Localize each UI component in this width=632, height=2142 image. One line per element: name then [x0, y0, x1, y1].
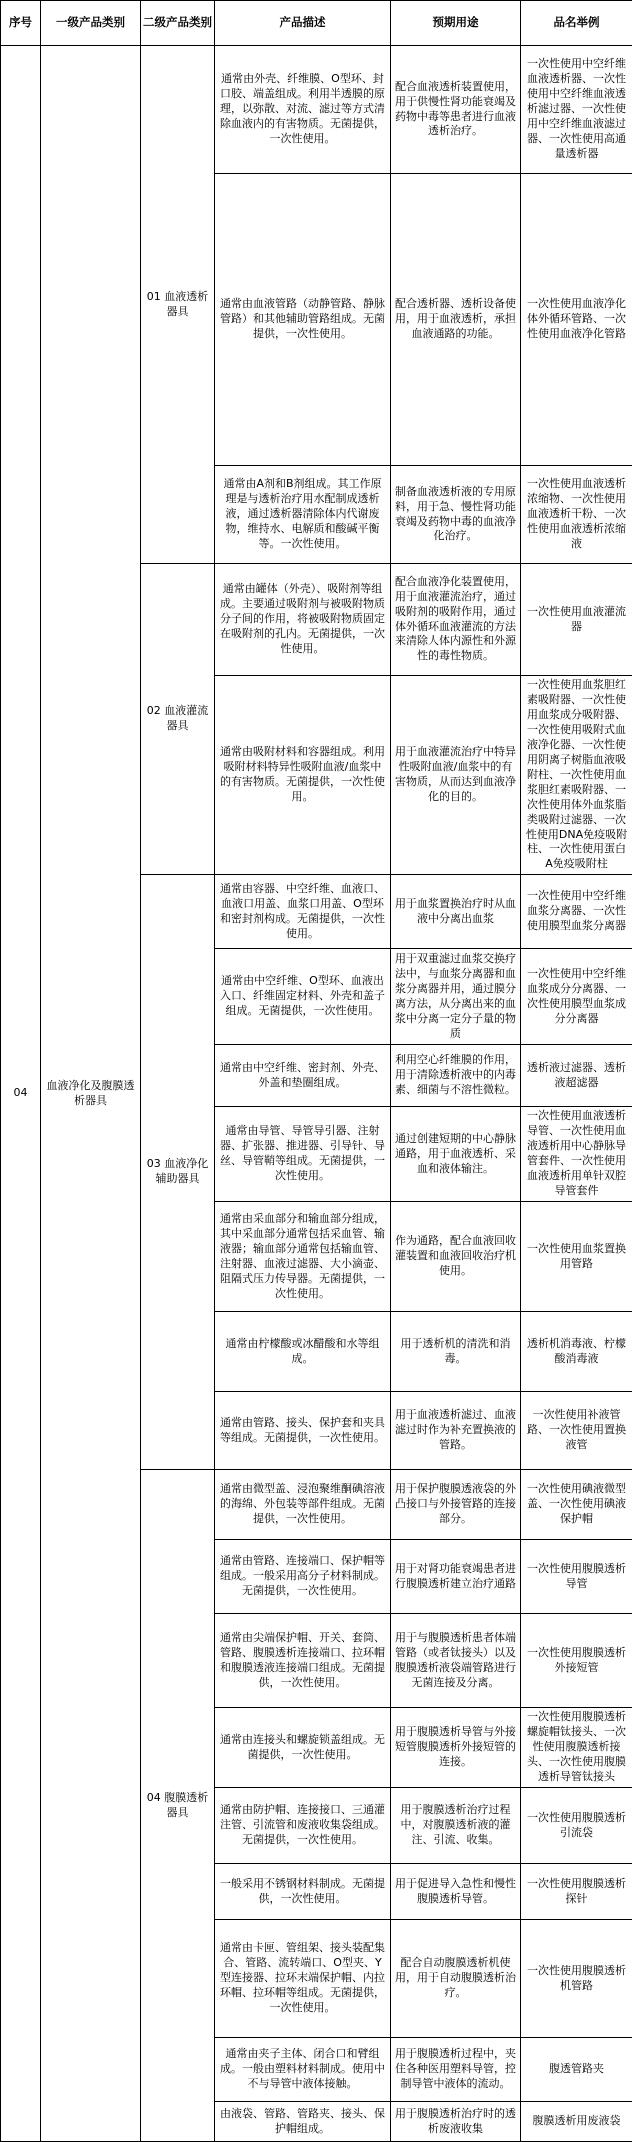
product-description: 通常由夹子主体、闭合口和臂组成。一般由塑料材料制成。使用中不与导管中液体接触。 [215, 2038, 391, 2102]
product-description: 通常由微型盖、浸泡聚维酮碘溶液的海绵、外包装等部件组成。无菌提供，一次性使用。 [215, 1470, 391, 1540]
intended-use: 用于血液透析滤过、血液滤过时作为补充置换液的管路。 [391, 1392, 521, 1470]
product-description: 通常由卡匣、管组架、接头装配集合、管路、流转端口、O型夹、Y型连接器、拉环末端保护帽、内拉环帽、拉环帽等组成。无菌提供，一次性使用。 [215, 1920, 391, 2038]
product-examples: 一次性使用腹膜透析探针 [521, 1864, 632, 1920]
product-description: 通常由容器、中空纤维、血液口、血液口用盖、血浆口用盖、O型环和密封剂构成。无菌提供，一次性使用。 [215, 875, 391, 949]
header-examples: 品名举例 [521, 1, 632, 46]
level1-category: 血液净化及腹膜透析器具 [41, 46, 141, 2142]
product-description: 由液袋、管路、管路夹、接头、保护帽组成。 [215, 2102, 391, 2142]
intended-use: 用于腹膜透析治疗过程中，对腹膜透析液的灌注、引流、收集。 [391, 1788, 521, 1864]
product-description: 通常由采血部分和输血部分组成，其中采血部分通常包括采血管、输液器；输血部分通常包括输血管、注射器、血液过滤器、大小滴壶、阻隔式压力传导器。无菌提供，一次性使用。 [215, 1202, 391, 1312]
serial-number: 04 [1, 46, 41, 2142]
intended-use: 用于双重滤过血浆交换疗法中，与血浆分离器和血浆分离器并用，通过膜分离方法，从分离出来的血浆中分离一定分子量的物质 [391, 949, 521, 1045]
product-examples: 一次性使用血液灌流器 [521, 564, 632, 676]
intended-use: 用于促进导入急性和慢性腹膜透析导管。 [391, 1864, 521, 1920]
intended-use: 用于保护腹膜透液袋的外凸接口与外接管路的连接部分。 [391, 1470, 521, 1540]
intended-use: 配合透析器、透析设备使用，用于血液透析，承担血液通路的功能。 [391, 174, 521, 466]
intended-use: 配合血液净化装置使用，用于血液灌流治疗，通过吸附剂的吸附作用，通过体外循环血液灌流的方法来清除人体内源性和外源性的毒性物质。 [391, 564, 521, 676]
product-description: 通常由导管、导管导引器、注射器、扩张器、推进器、引导针、导丝、导管鞘等组成。无菌提供，一次性使用。 [215, 1107, 391, 1202]
intended-use: 配合自动腹膜透析机使用，用于自动腹膜透析治疗。 [391, 1920, 521, 2038]
header-desc: 产品描述 [215, 1, 391, 46]
product-examples: 腹透管路夹 [521, 2038, 632, 2102]
product-description: 通常由外壳、纤维膜、O型环、封口胶、端盖组成。利用半透膜的原理，以弥散、对流、滤过等方式清除血液内的有害物质。无菌提供，一次性使用。 [215, 46, 391, 174]
product-examples: 一次性使用血液净化体外循环管路、一次性使用血液净化管路 [521, 174, 632, 466]
product-examples: 一次性使用中空纤维血液透析器、一次性使用中空纤维血液透析滤过器、一次性使用中空纤维血液滤过器、一次性使用高通量透析器 [521, 46, 632, 174]
intended-use: 通过创建短期的中心静脉通路，用于血液透析、采血和液体输注。 [391, 1107, 521, 1202]
product-description: 通常由A剂和B剂组成。其工作原理是与透析治疗用水配制成透析液，通过透析器清除体内代谢废物，维持水、电解质和酸碱平衡等。一次性使用。 [215, 466, 391, 564]
intended-use: 用于血液灌流治疗中特异性吸附血液/血浆中的有害物质，从而达到血液净化的目的。 [391, 676, 521, 875]
intended-use: 用于与腹膜透析患者体端管路（或者钛接头）以及腹膜透析液袋端管路进行无菌连接及分离。 [391, 1614, 521, 1708]
product-description: 通常由吸附材料和容器组成。利用吸附材料特异性吸附血液/血浆中的有害物质。无菌提供，一次性使用。 [215, 676, 391, 875]
intended-use: 作为通路，配合血液回收灌装置和血液回收治疗机使用。 [391, 1202, 521, 1312]
product-examples: 一次性使用腹膜透析引流袋 [521, 1788, 632, 1864]
product-description: 通常由防护帽、连接接口、三通灌注管、引流管和废液收集袋组成。无菌提供，一次性使用。 [215, 1788, 391, 1864]
product-description: 通常由尖端保护帽、开关、套筒、管路、腹膜透析连接端口、拉环帽和腹膜透液连接端口组成。无菌提供，一次性使用。 [215, 1614, 391, 1708]
product-description: 通常由罐体（外壳）、吸附剂等组成。主要通过吸附剂与被吸附物质分子间的作用，将被吸附物质固定在吸附剂的孔内。无菌提供，一次性使用。 [215, 564, 391, 676]
product-description: 一般采用不锈钢材料制成。无菌提供，一次性使用。 [215, 1864, 391, 1920]
header-row [1, 1, 632, 46]
intended-use: 用于腹膜透析过程中，夹住各种医用塑料导管，控制导管中液体的流动。 [391, 2038, 521, 2102]
product-examples: 一次性使用碘液微型盖、一次性使用碘液保护帽 [521, 1470, 632, 1540]
header-no: 序号 [1, 1, 41, 46]
product-examples: 一次性使用补液管路、一次性使用置换液管 [521, 1392, 632, 1470]
product-description: 通常由中空纤维、密封剂、外壳、外盖和垫圈组成。 [215, 1045, 391, 1107]
intended-use: 用于腹膜透析导管与外接短管腹膜透析外接短管的连接。 [391, 1708, 521, 1788]
product-examples: 一次性使用血液透析导管、一次性使用血液透析用中心静脉导管套件、一次性使用血液透析用单针双腔导管套件 [521, 1107, 632, 1202]
product-examples: 一次性使用中空纤维血浆分离器、一次性使用膜型血浆分离器 [521, 875, 632, 949]
header-level2: 二级产品类别 [141, 1, 215, 46]
intended-use: 用于对肾功能衰竭患者进行腹膜透析建立治疗通路 [391, 1540, 521, 1614]
product-examples: 一次性使用血浆胆红素吸附器、一次性使用血浆成分吸附器、一次性使用吸附式血液净化器、一次性使用阴离子树脂血液吸附柱、一次性使用血浆胆红素吸附器、一次性使用体外血浆脂类吸附过滤器、一次性使用DNA免疫吸附柱、一次性使用蛋白A免疫吸附柱 [521, 676, 632, 875]
product-examples: 一次性使用腹膜透析机管路 [521, 1920, 632, 2038]
intended-use: 配合血液透析装置使用，用于供慢性肾功能衰竭及药物中毒等患者进行血液透析治疗。 [391, 46, 521, 174]
product-description: 通常由管路、连接端口、保护帽等组成。一般采用高分子材料制成。无菌提供，一次性使用。 [215, 1540, 391, 1614]
product-examples: 一次性使用血液透析浓缩物、一次性使用血液透析干粉、一次性使用血液透析浓缩液 [521, 466, 632, 564]
product-examples: 一次性使用腹膜透析螺旋帽钛接头、一次性使用腹膜透析接头、一次性使用腹膜透析导管钛接头 [521, 1708, 632, 1788]
product-examples: 透析机消毒液、柠檬酸消毒液 [521, 1312, 632, 1392]
intended-use: 用于透析机的清洗和消毒。 [391, 1312, 521, 1392]
intended-use: 制备血液透析液的专用原料，用于急、慢性肾功能衰竭及药物中毒的血液净化治疗。 [391, 466, 521, 564]
product-examples: 一次性使用腹膜透析导管 [521, 1540, 632, 1614]
level2-category: 04 腹膜透析器具 [141, 1470, 215, 2142]
product-description: 通常由中空纤维、O型环、血液出入口、纤维固定材料、外壳和盖子组成。无菌提供，一次性使用。 [215, 949, 391, 1045]
product-description: 通常由管路、接头、保护套和夹具等组成。无菌提供，一次性使用。 [215, 1392, 391, 1470]
level2-category: 01 血液透析器具 [141, 46, 215, 564]
product-description: 通常由血液管路（动静管路、静脉管路）和其他辅助管路组成。无菌提供，一次性使用。 [215, 174, 391, 466]
product-examples: 一次性使用血浆置换用管路 [521, 1202, 632, 1312]
product-description: 通常由柠檬酸或冰醋酸和水等组成。 [215, 1312, 391, 1392]
table-row [1, 46, 632, 174]
level2-category: 02 血液灌流器具 [141, 564, 215, 875]
product-description: 通常由连接头和螺旋锁盖组成。无菌提供，一次性使用。 [215, 1708, 391, 1788]
product-examples: 一次性使用腹膜透析外接短管 [521, 1614, 632, 1708]
header-level1: 一级产品类别 [41, 1, 141, 46]
intended-use: 利用空心纤维膜的作用，用于清除透析液中的内毒素、细菌与不溶性微粒。 [391, 1045, 521, 1107]
product-examples: 透析液过滤器、透析液超滤器 [521, 1045, 632, 1107]
intended-use: 用于腹膜透析治疗时的透析废液收集 [391, 2102, 521, 2142]
intended-use: 用于血浆置换治疗时从血液中分离出血浆 [391, 875, 521, 949]
level2-category: 03 血液净化辅助器具 [141, 875, 215, 1470]
product-examples: 一次性使用中空纤维血浆成分分离器、一次性使用膜型血浆成分分离器 [521, 949, 632, 1045]
header-use: 预期用途 [391, 1, 521, 46]
product-examples: 腹膜透析用废液袋 [521, 2102, 632, 2142]
